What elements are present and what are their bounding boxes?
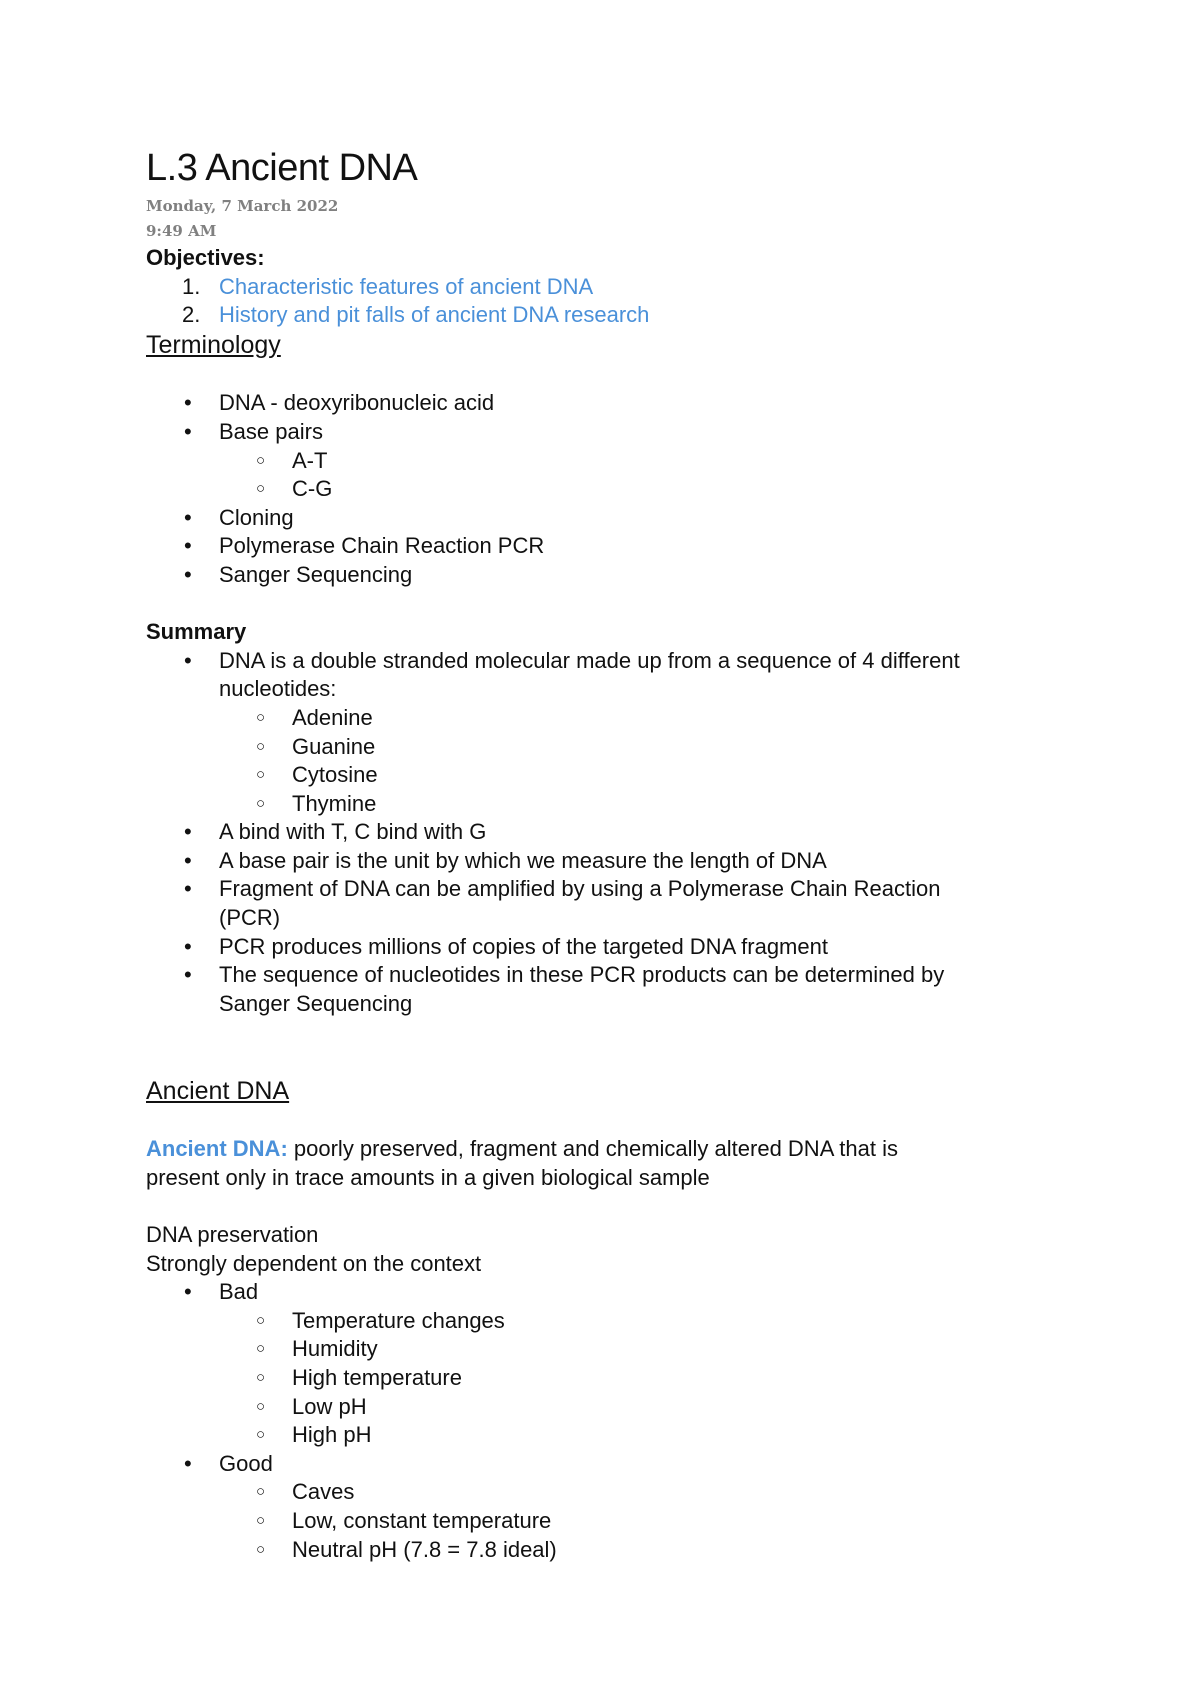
definition-term: Ancient DNA:	[146, 1136, 288, 1162]
list-subitem	[146, 447, 1076, 476]
list-item-text: Bad	[219, 1279, 259, 1305]
list-item-text: The sequence of nucleotides in these PCR products can be determined by	[219, 962, 945, 988]
circle-bullet-icon: ○	[256, 1426, 266, 1444]
list-item	[146, 961, 1076, 990]
bullet-icon: •	[184, 1279, 192, 1305]
objective-number: 1.	[182, 273, 201, 299]
list-item-text: Good	[219, 1450, 273, 1476]
note-time: 9:49 AM	[146, 222, 217, 240]
objective-number: 2.	[182, 302, 201, 328]
list-item-text: A-T	[292, 447, 328, 473]
list-item-text: Caves	[292, 1479, 355, 1505]
page-title: L.3 Ancient DNA	[146, 147, 418, 189]
spacer	[146, 1107, 1076, 1136]
list-item-text: Neutral pH (7.8 = 7.8 ideal)	[292, 1536, 557, 1562]
list-item-text: Guanine	[292, 733, 376, 759]
list-item-text: A base pair is the unit by which we measure the length of DNA	[219, 847, 827, 873]
circle-bullet-icon: ○	[256, 1397, 266, 1415]
list-item-text: Base pairs	[219, 418, 323, 444]
circle-bullet-icon: ○	[256, 1368, 266, 1386]
list-item-text: Sanger Sequencing	[219, 561, 413, 587]
bullet-icon: •	[184, 876, 192, 902]
list-item-text: High temperature	[292, 1364, 462, 1390]
list-subitem	[146, 1421, 1076, 1450]
circle-bullet-icon: ○	[256, 1340, 266, 1358]
objective-text: Characteristic features of ancient DNA	[219, 273, 594, 299]
list-item-text: DNA is a double stranded molecular made up from a sequence of 4 different	[219, 647, 960, 673]
bullet-icon: •	[184, 418, 192, 444]
list-item	[146, 933, 1076, 962]
list-subitem	[146, 475, 1076, 504]
list-item-text: Temperature changes	[292, 1307, 505, 1333]
circle-bullet-icon: ○	[256, 1311, 266, 1329]
list-item-text: DNA - deoxyribonucleic acid	[219, 390, 495, 416]
list-item-text: Low pH	[292, 1393, 367, 1419]
list-item-continued	[146, 904, 1076, 933]
note-date: Monday, 7 March 2022	[146, 197, 339, 215]
list-item-text: A bind with T, C bind with G	[219, 819, 487, 845]
list-item	[146, 532, 1076, 561]
list-item-text: nucleotides:	[219, 676, 337, 702]
objective-item	[146, 301, 1076, 330]
list-item-text: Adenine	[292, 704, 373, 730]
list-item-text: Thymine	[292, 790, 377, 816]
spacer	[146, 1018, 1076, 1047]
bullet-icon: •	[184, 819, 192, 845]
bullet-icon: •	[184, 1450, 192, 1476]
list-item-text: Low, constant temperature	[292, 1507, 552, 1533]
list-item	[146, 504, 1076, 533]
circle-bullet-icon: ○	[256, 766, 266, 784]
list-item	[146, 847, 1076, 876]
list-item-text: Cytosine	[292, 762, 378, 788]
bullet-icon: •	[184, 561, 192, 587]
list-subitem	[146, 1335, 1076, 1364]
list-subitem	[146, 1393, 1076, 1422]
list-subitem	[146, 1478, 1076, 1507]
objective-item	[146, 273, 1076, 302]
circle-bullet-icon: ○	[256, 794, 266, 812]
bullet-icon: •	[184, 504, 192, 530]
list-subitem	[146, 761, 1076, 790]
spacer	[146, 361, 1076, 390]
preservation-subtitle: Strongly dependent on the context	[146, 1250, 482, 1276]
bullet-icon: •	[184, 647, 192, 673]
list-item	[146, 818, 1076, 847]
circle-bullet-icon: ○	[256, 1483, 266, 1501]
list-item	[146, 418, 1076, 447]
list-subitem	[146, 1307, 1076, 1336]
summary-heading: Summary	[146, 619, 247, 645]
objectives-heading: Objectives:	[146, 245, 265, 270]
circle-bullet-icon: ○	[256, 737, 266, 755]
definition-text: poorly preserved, fragment and chemically altered DNA that is	[287, 1136, 898, 1162]
spacer	[146, 590, 1076, 619]
list-item	[146, 875, 1076, 904]
bullet-icon: •	[184, 533, 192, 559]
summary-list	[146, 647, 1076, 1019]
circle-bullet-icon: ○	[256, 480, 266, 498]
bullet-icon: •	[184, 847, 192, 873]
list-item-text: Cloning	[219, 504, 294, 530]
list-item-text: (PCR)	[219, 905, 281, 931]
list-item-text: High pH	[292, 1422, 372, 1448]
spacer	[146, 1047, 1076, 1076]
list-item	[146, 561, 1076, 590]
bullet-icon: •	[184, 390, 192, 416]
ancient-dna-heading: Ancient DNA	[146, 1076, 290, 1105]
list-item-text: C-G	[292, 476, 333, 502]
list-subitem	[146, 733, 1076, 762]
list-subitem	[146, 1507, 1076, 1536]
list-item-text: Polymerase Chain Reaction PCR	[219, 533, 545, 559]
terminology-heading: Terminology	[146, 330, 281, 359]
list-item-text: Fragment of DNA can be amplified by using a Polymerase Chain Reaction	[219, 876, 941, 902]
list-subitem	[146, 790, 1076, 819]
list-item-text: Humidity	[292, 1336, 378, 1362]
list-item	[146, 647, 1076, 676]
ancient-dna-definition-continued: present only in trace amounts in a given biological sample	[146, 1164, 710, 1190]
list-item-continued	[146, 675, 1076, 704]
ancient-dna-definition	[146, 1135, 1076, 1164]
circle-bullet-icon: ○	[256, 1540, 266, 1558]
list-item-text: PCR produces millions of copies of the targeted DNA fragment	[219, 933, 828, 959]
list-subitem	[146, 704, 1076, 733]
terminology-list	[146, 389, 1076, 589]
bullet-icon: •	[184, 933, 192, 959]
preservation-title: DNA preservation	[146, 1222, 319, 1247]
list-subitem	[146, 1364, 1076, 1393]
circle-bullet-icon: ○	[256, 708, 266, 726]
list-subitem	[146, 1536, 1076, 1565]
preservation-list	[146, 1278, 1076, 1564]
bullet-icon: •	[184, 962, 192, 988]
list-item-continued	[146, 990, 1076, 1019]
objective-text: History and pit falls of ancient DNA research	[219, 302, 650, 328]
circle-bullet-icon: ○	[256, 451, 266, 469]
note-content	[146, 142, 1076, 1564]
spacer	[146, 1192, 1076, 1221]
objectives-list	[146, 273, 1076, 330]
list-item-text: Sanger Sequencing	[219, 990, 413, 1016]
list-item	[146, 1450, 1076, 1479]
circle-bullet-icon: ○	[256, 1511, 266, 1529]
list-item	[146, 1278, 1076, 1307]
list-item	[146, 389, 1076, 418]
